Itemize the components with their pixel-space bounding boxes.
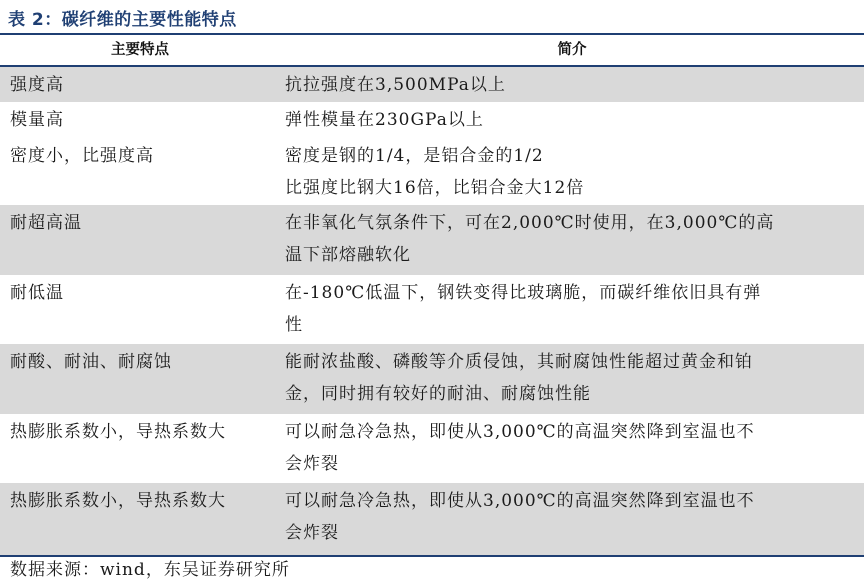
feature-cell: 模量高 <box>10 110 64 130</box>
description-cell <box>285 277 855 341</box>
description-line: 可以耐急冷急热，即使从3,000℃的高温突然降到室温也不 <box>285 491 755 511</box>
description-line: 会炸裂 <box>285 523 339 543</box>
description-line: 在非氧化气氛条件下，可在2,000℃时使用，在3,000℃的高 <box>285 213 775 233</box>
description-line: 可以耐急冷急热，即使从3,000℃的高温突然降到室温也不 <box>285 422 755 442</box>
table-row <box>0 67 864 102</box>
table-bottom-divider <box>0 555 864 557</box>
feature-cell: 密度小，比强度高 <box>10 146 154 166</box>
description-cell <box>285 346 855 410</box>
description-line: 弹性模量在230GPa以上 <box>285 110 484 130</box>
feature-cell: 强度高 <box>10 75 64 95</box>
table-row <box>0 483 864 555</box>
description-line: 密度是钢的1/4，是铝合金的1/2 <box>285 146 544 166</box>
feature-cell: 耐超高温 <box>10 213 82 233</box>
header-main-features: 主要特点 <box>111 42 169 58</box>
table-row <box>0 138 864 205</box>
description-line: 会炸裂 <box>285 454 339 474</box>
description-line: 温下部熔融软化 <box>285 245 411 265</box>
description-line: 比强度比钢大16倍，比铝合金大12倍 <box>285 178 585 198</box>
feature-cell: 热膨胀系数小，导热系数大 <box>10 422 226 442</box>
description-cell <box>285 416 855 480</box>
description-cell <box>285 485 855 549</box>
feature-cell: 热膨胀系数小，导热系数大 <box>10 491 226 511</box>
title-divider <box>0 33 864 35</box>
feature-cell: 耐低温 <box>10 283 64 303</box>
table-row <box>0 414 864 483</box>
description-line: 金，同时拥有较好的耐油、耐腐蚀性能 <box>285 384 591 404</box>
description-cell <box>285 69 855 101</box>
description-line: 抗拉强度在3,500MPa以上 <box>285 75 506 95</box>
table-row <box>0 205 864 275</box>
description-cell <box>285 104 855 136</box>
feature-cell: 耐酸、耐油、耐腐蚀 <box>10 352 172 372</box>
header-description: 简介 <box>557 42 587 58</box>
table-row <box>0 102 864 138</box>
description-line: 性 <box>285 315 303 335</box>
table-row <box>0 344 864 414</box>
table-row <box>0 275 864 344</box>
description-cell <box>285 207 855 271</box>
description-cell <box>285 140 855 204</box>
source-note: 数据来源：wind，东吴证券研究所 <box>10 560 290 580</box>
description-line: 在-180℃低温下，钢铁变得比玻璃脆，而碳纤维依旧具有弹 <box>285 283 762 303</box>
table-title: 表 2：碳纤维的主要性能特点 <box>8 10 237 30</box>
description-line: 能耐浓盐酸、磷酸等介质侵蚀，其耐腐蚀性能超过黄金和铂 <box>285 352 753 372</box>
